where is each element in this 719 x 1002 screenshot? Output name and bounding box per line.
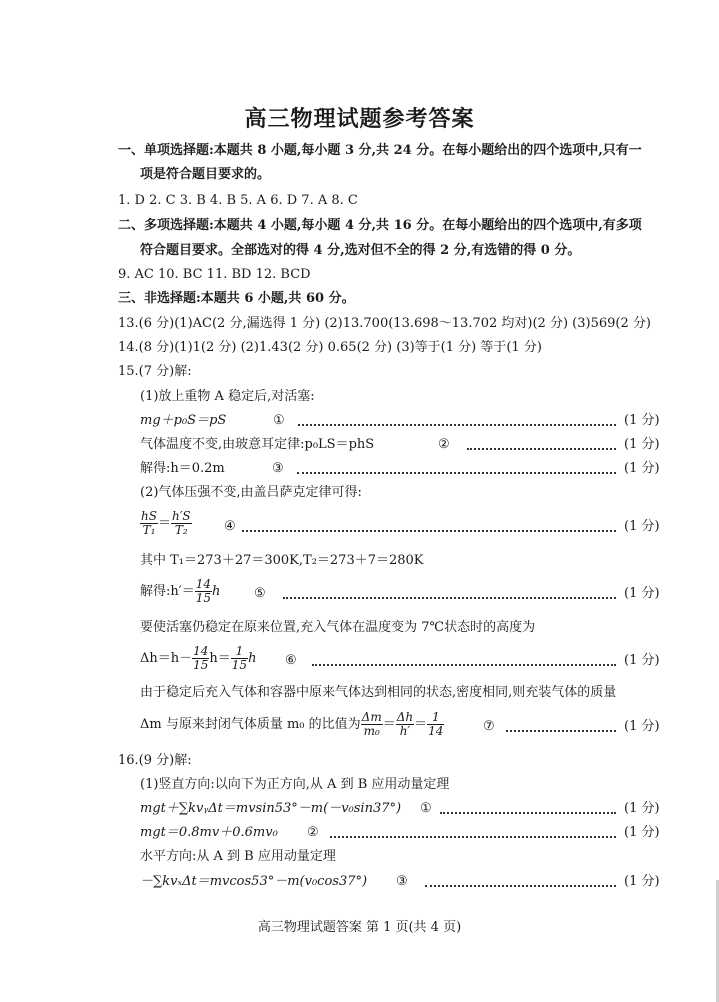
fraction: $\frac{\Delta m}{\text{m₀}}$ — [361, 710, 382, 738]
marker-4: ④ — [224, 519, 236, 534]
section-1-heading-cont: 项是符合题目要求的。 — [140, 167, 271, 182]
page-title: 高三物理试题参考答案 — [244, 106, 475, 132]
points-label: (1 分) — [624, 519, 660, 534]
q15-part1-intro: (1)放上重物 A 稳定后,对活塞: — [140, 389, 315, 404]
q15-density-text: 由于稳定后充入气体和容器中原来气体达到相同的状态,密度相同,则充装气体的质量 — [140, 685, 617, 700]
section-1-heading: 一、单项选择题:本题共 8 小题,每小题 3 分,共 24 分。在每小题给出的四个选项中,只有一 — [118, 143, 642, 158]
marker-3: ③ — [272, 461, 284, 476]
leader-dots — [297, 472, 616, 474]
marker-2: ② — [438, 437, 450, 452]
leader-dots — [330, 836, 616, 838]
fraction: $\frac{1}{14}$ — [428, 710, 444, 738]
points-label: (1 分) — [624, 586, 660, 601]
fraction: $\frac{hS}{\text{T₁}}$ — [141, 509, 157, 537]
marker-1: ① — [273, 413, 285, 428]
q15-heading: 15.(7 分)解: — [118, 364, 192, 379]
points-label: (1 分) — [624, 801, 660, 816]
points-label: (1 分) — [624, 437, 660, 452]
marker-7: ⑦ — [483, 719, 495, 734]
points-label: (1 分) — [624, 461, 660, 476]
marker-5: ⑤ — [254, 586, 266, 601]
marker-6: ⑥ — [285, 653, 297, 668]
leader-dots — [440, 812, 616, 814]
points-label: (1 分) — [624, 825, 660, 840]
q16-part1-intro: (1)竖直方向:以向下为正方向,从 A 到 B 应用动量定理 — [140, 777, 450, 792]
q15-eq1: mg＋p₀S＝pS — [140, 413, 227, 428]
marker-1: ① — [420, 801, 432, 816]
leader-dots — [467, 448, 616, 450]
q13-answer: 13.(6 分)(1)AC(2 分,漏选得 1 分) (2)13.700(13.698～13.702 均对)(2 分) (3)569(2 分) — [118, 316, 651, 331]
section-2-heading: 二、多项选择题:本题共 4 小题,每小题 4 分,共 16 分。在每小题给出的四个选项中,有多项 — [118, 218, 642, 233]
q15-eq5: 解得:h′＝ $\frac{14}{15}$ h — [140, 577, 221, 605]
leader-dots — [506, 730, 616, 732]
fraction: $\frac{1}{15}$ — [231, 644, 248, 672]
fraction: $\frac{14}{15}$ — [193, 644, 209, 672]
q15-height-text: 要使活塞仍稳定在原来位置,充入气体在温度变为 7℃状态时的高度为 — [140, 620, 536, 635]
q16-eq1: mgt＋∑kvᵧΔt＝mvsin53°－m(－v₀sin37°) — [140, 801, 402, 816]
section-2-heading-cont: 符合题目要求。全部选对的得 4 分,选对但不全的得 2 分,有选错的得 0 分。 — [140, 243, 581, 258]
fraction: $\frac{14}{15}$ — [195, 577, 211, 605]
fraction: $\frac{h'S}{\text{T₂}}$ — [171, 509, 191, 537]
points-label: (1 分) — [624, 653, 660, 668]
q16-heading: 16.(9 分)解: — [118, 753, 192, 768]
q15-eq3: 解得:h＝0.2m — [140, 461, 225, 476]
leader-dots — [425, 885, 616, 887]
q15-eq4: $\frac{hS}{\text{T₁}}$ ＝ $\frac{h'S}{\text{T₂}}$ — [141, 509, 191, 537]
marker-3: ③ — [396, 874, 408, 889]
leader-dots — [242, 530, 616, 532]
leader-dots — [312, 664, 616, 666]
q15-eq7: Δm 与原来封闭气体质量 m₀ 的比值为 $\frac{\Delta m}{\text{m₀}}$ ＝ $\frac{\Delta h}{h'}$ ＝ $\frac{1}{14}$ — [140, 710, 444, 738]
marker-2: ② — [307, 825, 319, 840]
q16-part1-horizontal: 水平方向:从 A 到 B 应用动量定理 — [140, 849, 336, 864]
points-label: (1 分) — [624, 413, 660, 428]
q14-answer: 14.(8 分)(1)1(2 分) (2)1.43(2 分) 0.65(2 分) (3)等于(1 分) 等于(1 分) — [118, 340, 542, 355]
section-2-answers: 9. AC 10. BC 11. BD 12. BCD — [118, 267, 311, 282]
q15-eq2: 气体温度不变,由玻意耳定律:p₀LS＝phS — [140, 437, 375, 452]
q16-eq3: －∑kvₓΔt＝mvcos53°－m(v₀cos37°) — [140, 874, 368, 889]
points-label: (1 分) — [624, 874, 660, 889]
page-footer: 高三物理试题答案 第 1 页(共 4 页) — [257, 920, 462, 935]
section-1-answers: 1. D 2. C 3. B 4. B 5. A 6. D 7. A 8. C — [118, 193, 358, 208]
q15-part2-intro: (2)气体压强不变,由盖吕萨克定律可得: — [140, 485, 362, 500]
q15-temperatures: 其中 T₁＝273＋27＝300K,T₂＝273＋7＝280K — [140, 553, 424, 568]
leader-dots — [298, 424, 616, 426]
points-label: (1 分) — [624, 719, 660, 734]
section-3-heading: 三、非选择题:本题共 6 小题,共 60 分。 — [118, 291, 355, 306]
q15-eq6: Δh＝h－ $\frac{14}{15}$ h＝ $\frac{1}{15}$ h — [140, 644, 257, 672]
fraction: $\frac{\Delta h}{h'}$ — [396, 710, 414, 738]
leader-dots — [283, 597, 616, 599]
q16-eq2: mgt＝0.8mv＋0.6mv₀ — [140, 825, 278, 840]
